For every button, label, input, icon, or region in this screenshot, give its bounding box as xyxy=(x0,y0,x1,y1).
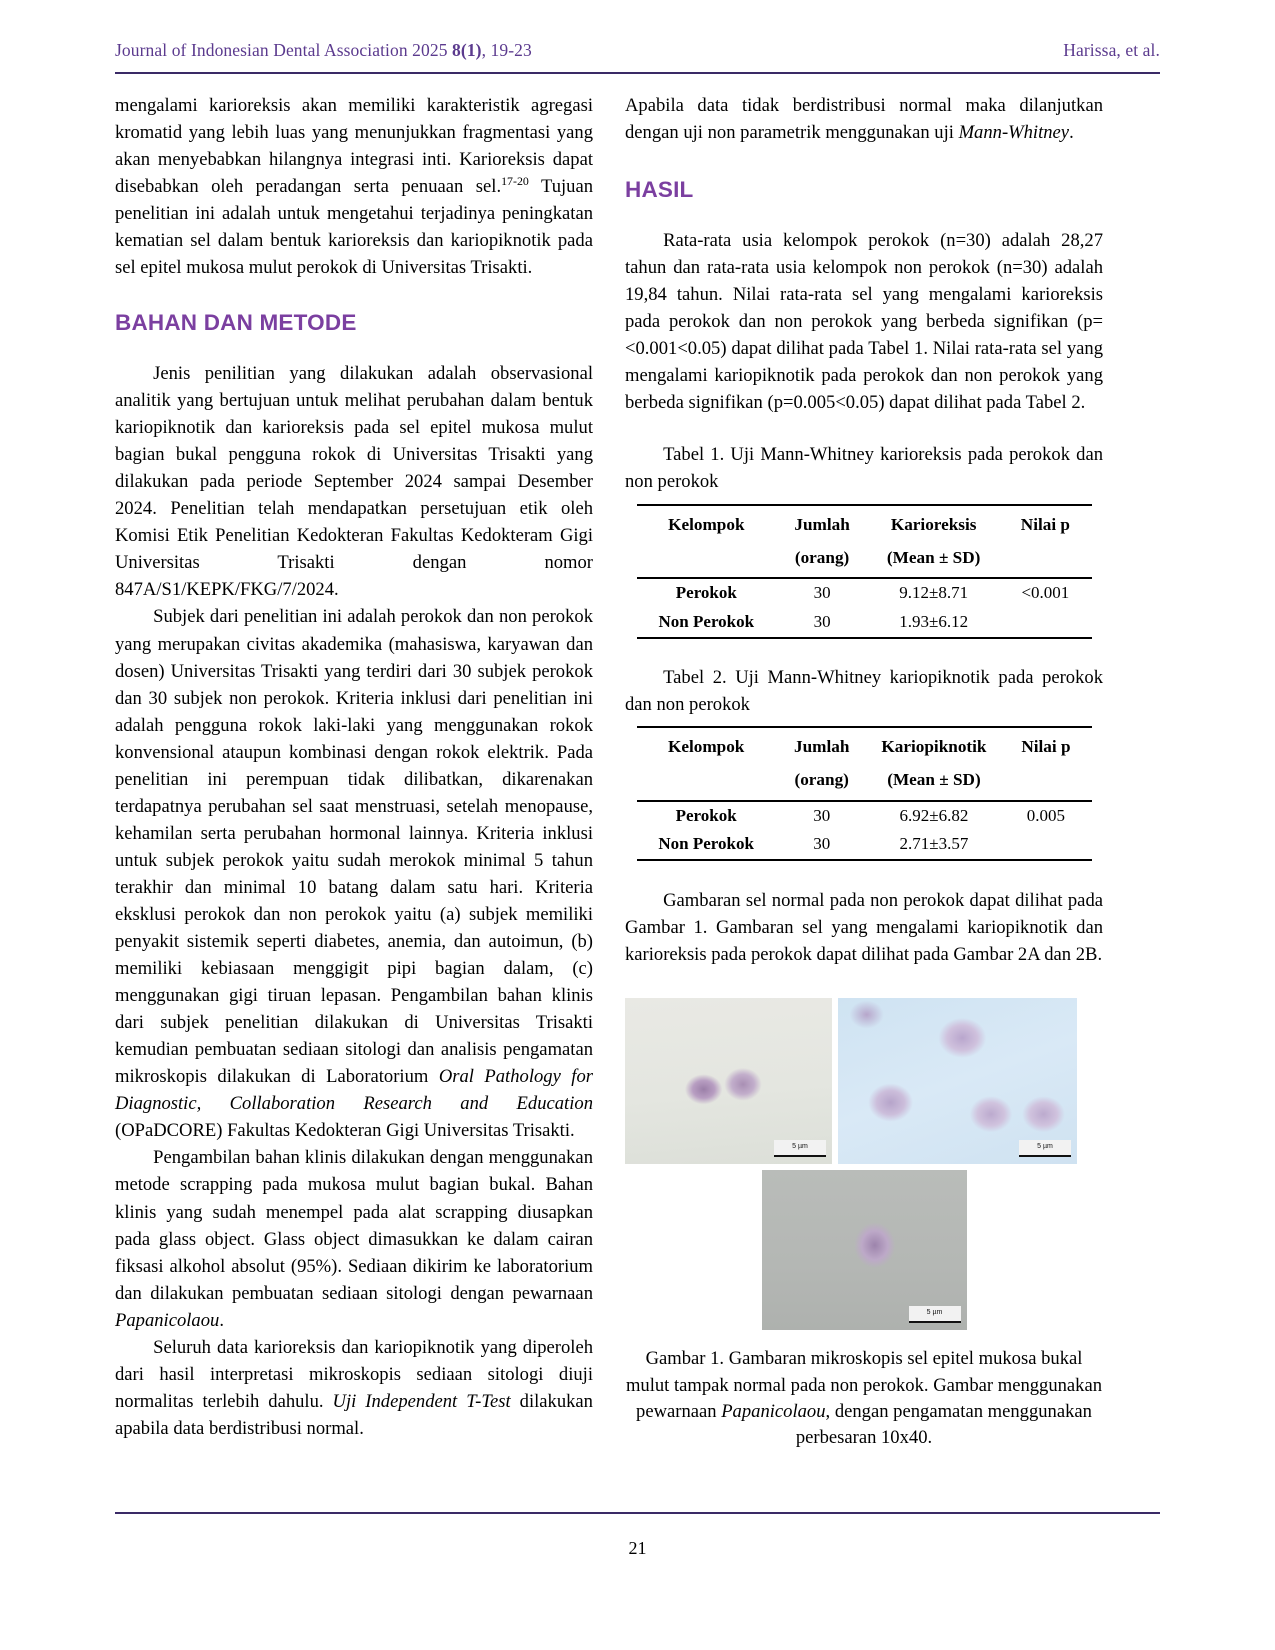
paragraph-methods-2 xyxy=(115,603,593,1144)
paragraph-continued-text-post: Tujuan penelitian ini adalah untuk mengetahui terjadinya peningkatan kematian sel dalam bentuk karioreksis dan kariopiknotik pada sel epitel mukosa mulut perokok di Universitas Trisakti. xyxy=(115,176,594,279)
table2-th-kariopiknotik: Kariopiknotik xyxy=(881,737,987,757)
table1-th-kelompok: Kelompok xyxy=(668,515,745,535)
table2-th-jumlah-unit: (orang) xyxy=(794,770,849,790)
micrograph-image-c xyxy=(762,1170,967,1330)
paragraph-methods-continued-post: . xyxy=(1069,122,1074,144)
table2-r1-jumlah: 30 xyxy=(813,805,831,825)
table1-th-karioreksis: Karioreksis xyxy=(890,515,977,535)
table1-th-mean-sd: (Mean ± SD) xyxy=(886,548,981,568)
running-head-journal-post: , 19-23 xyxy=(481,40,532,60)
paragraph-methods-4-pre: Seluruh data karioreksis dan kariopiknotik yang diperoleh dari hasil interpretasi mikroskopis sediaan sitologi diuji normalitas terlebih dahulu. xyxy=(115,1336,593,1412)
table1-r2-jumlah: 30 xyxy=(813,611,831,631)
table2-th-nilai-p-sub xyxy=(1000,761,1092,800)
table1-th-nilai-p: Nilai p xyxy=(1020,515,1070,535)
running-head-volume: 8(1) xyxy=(452,40,482,60)
table2-r2-mean-sd: 2.71±3.57 xyxy=(899,834,969,854)
table1-caption: Tabel 1. Uji Mann-Whitney karioreksis pada perokok dan non perokok xyxy=(625,444,1103,493)
table1-header-row-2 xyxy=(637,539,1092,578)
paragraph-methods-2-pre: Subjek dari penelitian ini adalah perokok dan non perokok yang merupakan civitas akademika (mahasiswa, karyawan dan dosen) Universitas Trisakti yang terdiri dari 30 subjek perokok dan 30 subjek non perokok. Kriteria inklusi dari penelitian ini adalah pengguna rokok laki-laki yang menggunakan rokok konvensional ataupun kombinasi dengan rokok elektrik. Pada penelitian ini perempuan tidak dilibatkan, dikarenakan terdapatnya perubahan sel saat menstruasi, setelah menopause, kehamilan serta perubahan hormonal lainnya. Kriteria inklusi untuk subjek perokok yaitu sudah merokok minimal 5 tahun terakhir dan minimal 10 batang dalam satu hari. Kriteria eksklusi perokok dan non perokok yaitu (a) subjek memiliki penyakit sistemik seperti diabetes, anemia, dan autoimun, (b) memiliki kebiasaan menggigit pipi bagian dalam, (c) menggunakan gigi tiruan lepasan. Pengambilan bahan klinis dari subjek penelitian dilakukan di Universitas Trisakti kemudian pembuatan sediaan sitologi dan analisis pengamatan mikroskopis dilakukan di Laboratorium xyxy=(115,606,593,1088)
table1-header-row-1 xyxy=(637,505,1092,539)
table1 xyxy=(637,504,1092,639)
section-heading-bahan-dan-metode: BAHAN DAN METODE xyxy=(115,310,357,336)
paragraph-methods-3-pre: Pengambilan bahan klinis dilakukan dengan menggunakan metode scrapping pada mukosa mulut bagian bukal. Bahan klinis yang sudah menempel pada alat scrapping diusapkan pada glass object. Glass object dimasukkan ke dalam cairan fiksasi alkohol absolut (95%). Sediaan dikirim ke laboratorium dan dilakukan pembuatan sediaan sitologi dengan pewarnaan xyxy=(115,1147,593,1304)
running-head-journal xyxy=(115,40,532,61)
table2-th-nilai-p: Nilai p xyxy=(1021,737,1071,757)
table2-head xyxy=(637,727,1092,800)
citation-superscript: 17-20 xyxy=(501,173,529,188)
table1-r1-kelompok: Perokok xyxy=(675,583,737,603)
table2-header-row-1 xyxy=(637,727,1092,761)
table-row xyxy=(637,801,1092,831)
micrograph-image-b xyxy=(838,998,1077,1164)
running-head-journal-pre: Journal of Indonesian Dental Association 2025 xyxy=(115,40,453,60)
table2-th-kelompok-sub xyxy=(637,761,775,800)
left-column xyxy=(115,92,593,1442)
paragraph-continued xyxy=(115,92,593,281)
paragraph-methods-4-post: dilakukan apabila data berdistribusi normal. xyxy=(115,1390,593,1439)
table1-body xyxy=(637,578,1092,637)
table1-head xyxy=(637,505,1092,578)
figure1-stain-italic: Papanicolaou xyxy=(721,1400,826,1422)
table1-th-kelompok-sub xyxy=(637,539,776,578)
footer-rule xyxy=(115,1512,1160,1514)
paragraph-methods-3 xyxy=(115,1144,593,1333)
figure1 xyxy=(625,998,1103,1452)
table1-r2-mean-sd: 1.93±6.12 xyxy=(899,611,969,631)
paragraph-methods-continued xyxy=(625,92,1103,146)
test-name-italic: Uji Independent T-Test xyxy=(332,1390,511,1412)
section-heading-hasil: HASIL xyxy=(625,177,694,203)
table2-th-jumlah: Jumlah xyxy=(793,737,850,757)
stain-name-italic: Papanicolaou xyxy=(115,1309,220,1331)
paragraph-methods-4 xyxy=(115,1334,593,1442)
scale-bar-b: 5 µm xyxy=(1019,1140,1071,1157)
table2-caption: Tabel 2. Uji Mann-Whitney kariopiknotik pada perokok dan non perokok xyxy=(625,666,1103,715)
right-column xyxy=(625,92,1103,1452)
paragraph-methods-3-post: . xyxy=(219,1309,224,1331)
figure1-caption-pre: Gambar 1. Gambaran mikroskopis sel epitel mukosa bukal mulut tampak normal pada non perokok. Gambar menggunakan pewarnaan xyxy=(625,1348,1103,1422)
paragraph-methods-continued-pre: Apabila data tidak berdistribusi normal maka dilanjutkan dengan uji non parametrik menggunakan uji xyxy=(625,95,1103,144)
table1-r1-jumlah: 30 xyxy=(813,583,831,603)
table1-th-nilai-p-sub xyxy=(999,539,1092,578)
table2-p-value: 0.005 xyxy=(1026,805,1066,825)
table2-r2-kelompok: Non Perokok xyxy=(658,834,754,854)
lab-name-italic: Oral Pathology for Diagnostic, Collaboration Research and Education xyxy=(115,1066,593,1115)
table2-r1-kelompok: Perokok xyxy=(675,805,737,825)
figure1-caption-post: , dengan pengamatan menggunakan perbesaran 10x40. xyxy=(795,1400,1092,1449)
figure1-caption xyxy=(625,1346,1103,1452)
mann-whitney-italic: Mann-Whitney xyxy=(958,122,1070,144)
paragraph-results-1: Rata-rata usia kelompok perokok (n=30) adalah 28,27 tahun dan rata-rata usia kelompok non perokok (n=30) adalah 19,84 tahun. Nilai rata-rata sel yang mengalami karioreksis pada perokok dan non perokok yang berbeda signifikan (p=<0.001<0.05) dapat dilihat pada Tabel 1. Nilai rata-rata sel yang mengalami kariopiknotik pada perokok dan non perokok yang berbeda signifikan (p=0.005<0.05) dapat dilihat pada Tabel 2. xyxy=(625,229,1103,414)
table1-r2-kelompok: Non Perokok xyxy=(658,611,755,631)
page-number: 21 xyxy=(628,1538,647,1558)
table2-th-kelompok: Kelompok xyxy=(667,737,745,757)
scale-bar-a: 5 µm xyxy=(774,1140,826,1157)
figure1-top-row xyxy=(625,998,1103,1164)
header-rule xyxy=(115,72,1160,74)
running-head xyxy=(115,40,1160,61)
table2-header-row-2 xyxy=(637,761,1092,800)
scale-bar-c: 5 µm xyxy=(909,1306,961,1323)
paragraph-continued-text-pre: mengalami karioreksis akan memiliki karakteristik agregasi kromatid yang lebih luas yang menunjukkan fragmentasi yang akan menyebabkan hilangnya integrasi inti. Karioreksis dapat disebabkan oleh peradangan serta penuaan sel. xyxy=(115,95,593,198)
micrograph-image-a xyxy=(625,998,832,1164)
running-head-authors: Harissa, et al. xyxy=(1063,40,1160,60)
table2-body xyxy=(637,801,1092,860)
table2-th-mean-sd: (Mean ± SD) xyxy=(887,770,981,790)
table-row xyxy=(637,578,1092,608)
table1-th-jumlah-unit: (orang) xyxy=(794,548,850,568)
table2-r2-jumlah: 30 xyxy=(813,834,831,854)
table1-th-jumlah: Jumlah xyxy=(794,515,850,535)
paragraph-methods-1: Jenis penilitian yang dilakukan adalah observasional analitik yang bertujuan untuk melihat perubahan dalam bentuk kariopiknotik dan karioreksis pada sel epitel mukosa mulut bagian bukal pengguna rokok di Universitas Trisakti yang dilakukan pada periode September 2024 sampai Desember 2024. Penelitian telah mendapatkan persetujuan etik oleh Komisi Etik Penelitian Kedokteran Fakultas Kedokteram Gigi Universitas Trisakti dengan nomor 847A/S1/KEPK/FKG/7/2024. xyxy=(115,363,593,601)
table1-r1-mean-sd: 9.12±8.71 xyxy=(899,583,969,603)
paragraph-methods-2-post: (OPaDCORE) Fakultas Kedokteran Gigi Universitas Trisakti. xyxy=(115,1120,575,1142)
paragraph-results-2: Gambaran sel normal pada non perokok dapat dilihat pada Gambar 1. Gambaran sel yang mengalami kariopiknotik dan karioreksis pada perokok dapat dilihat pada Gambar 2A dan 2B. xyxy=(625,889,1103,966)
table1-p-value: <0.001 xyxy=(1021,583,1070,603)
table2-r1-mean-sd: 6.92±6.82 xyxy=(899,805,969,825)
table2 xyxy=(637,726,1092,861)
